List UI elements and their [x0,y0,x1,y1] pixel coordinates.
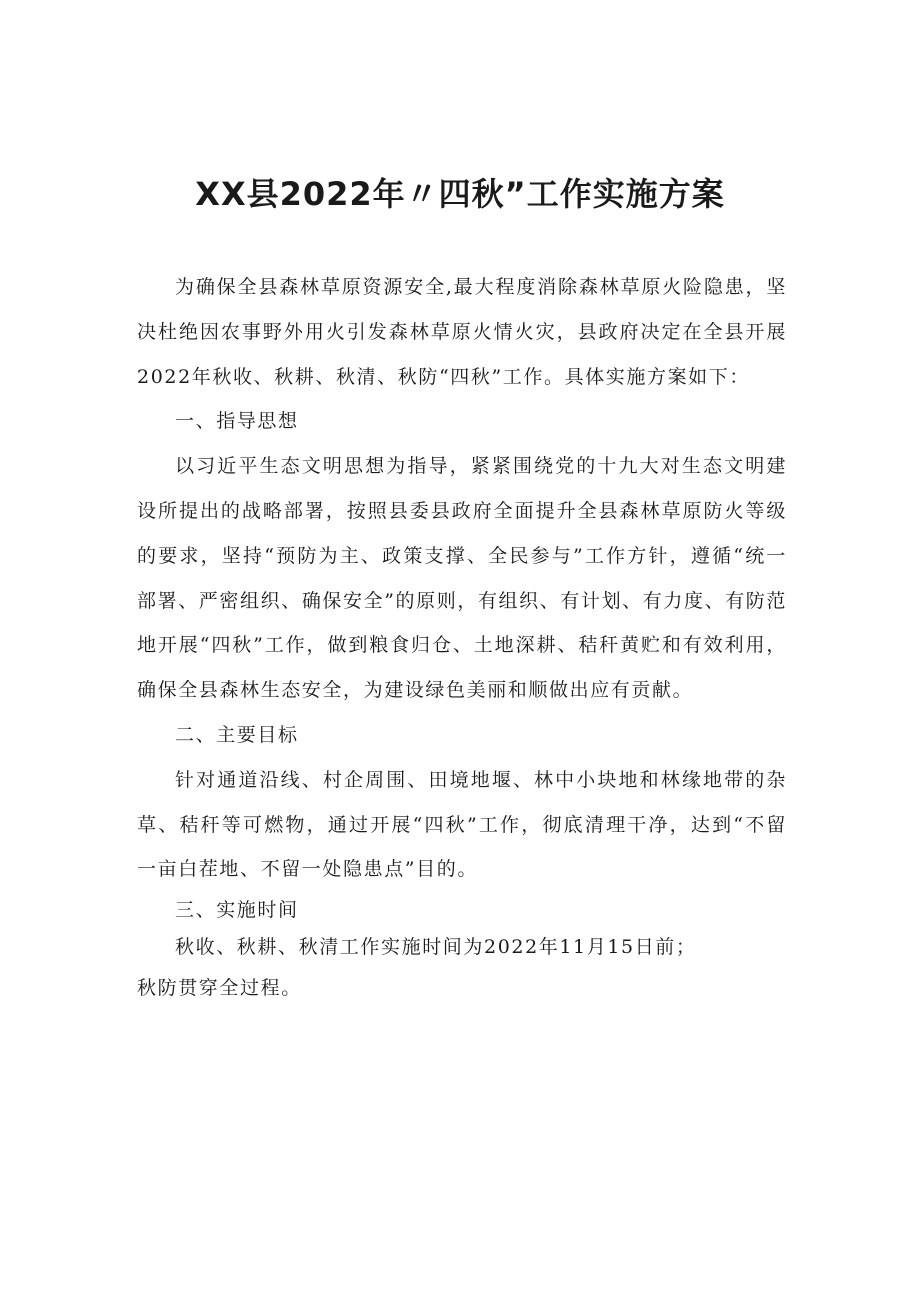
section-text-implementation-time: 秋收、秋耕、秋清工作实施时间为2022年11月15日前； [175,936,697,959]
section-text-guiding-ideology: 以习近平生态文明思想为指导，紧紧围绕党的十九大对生态文明建设所提出的战略部署，按照县委县政府全面提升全县森林草原防火等级的要求，坚持“预防为主、政策支撑、全民参与”工作方针，遵循“统一部署、严密组织、确保安全”的原则，有组织、有计划、有力度、有防范地开展“四秋”工作，做到粮食归仓、土地深耕、秸秆黄贮和有效利用，确保全县森林生态安全，为建设绿色美丽和顺做出应有贡献。 [137,455,787,702]
section-heading-guiding-ideology: 一、指导思想 [175,410,299,433]
document-body [137,265,787,1011]
intro-paragraph: 为确保全县森林草原资源安全,最大程度消除森林草原火险隐患，坚决杜绝因农事野外用火引发森林草原火情火灾，县政府决定在全县开展2022年秋收、秋耕、秋清、秋防“四秋”工作。具体实施方案如下： [137,276,787,388]
section-text-implementation-time-continued: 秋防贯穿全过程。 [137,977,302,1000]
section-heading-main-goals: 二、主要目标 [175,723,299,746]
document-title: XX县2022年〃四秋”工作实施方案 [195,175,725,213]
section-heading-implementation-time: 三、实施时间 [175,899,299,922]
section-text-main-goals: 针对通道沿线、村企周围、田境地堰、林中小块地和林缘地带的杂草、秸秆等可燃物，通过开展“四秋”工作，彻底清理干净，达到“不留一亩白茬地、不留一处隐患点”目的。 [137,768,787,881]
